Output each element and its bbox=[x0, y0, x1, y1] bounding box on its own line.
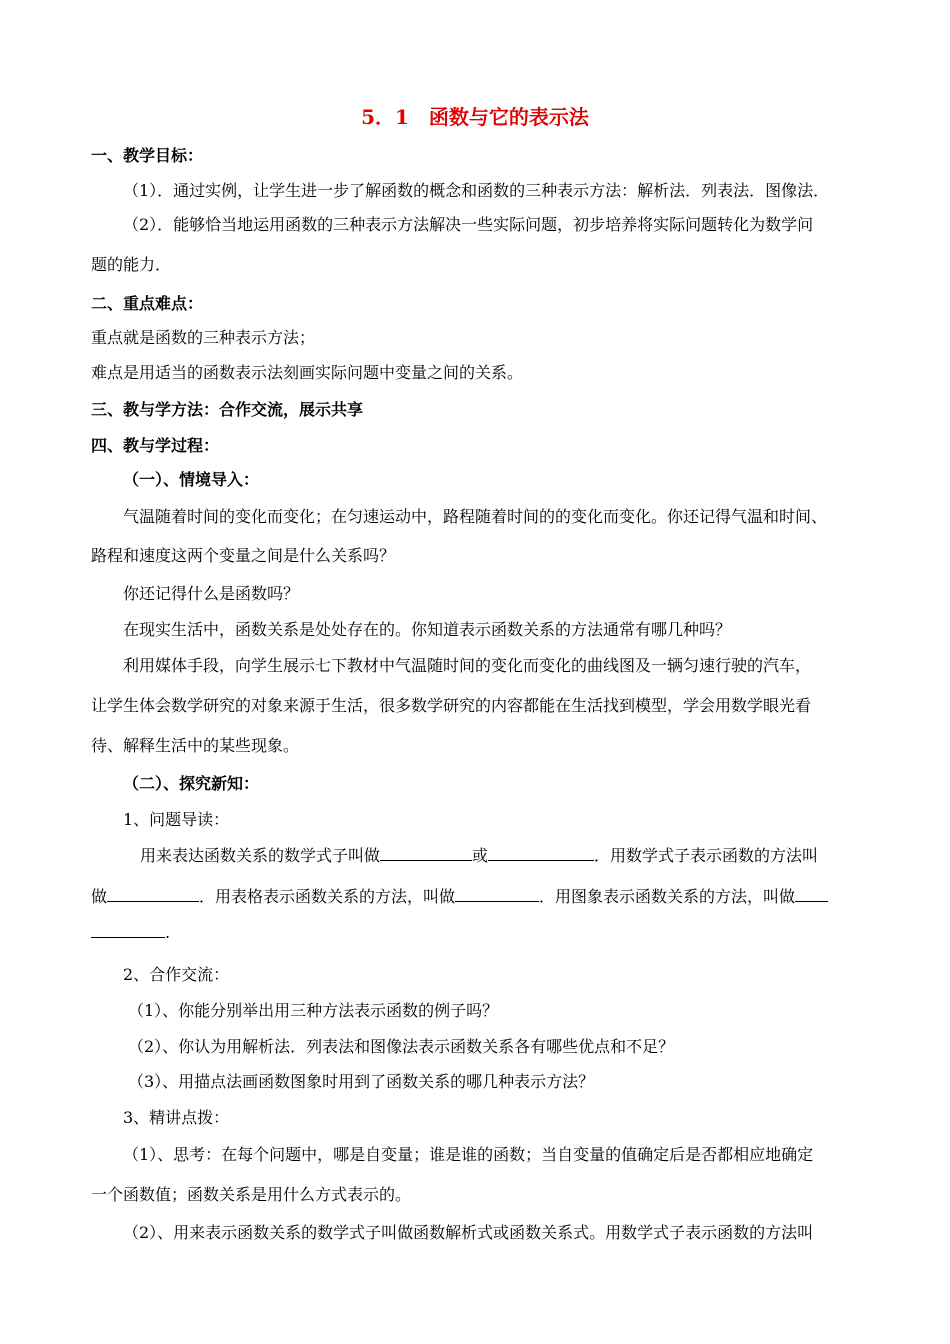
page-title: 5．1 函数与它的表示法 bbox=[361, 105, 589, 129]
fill-blank-line-3 bbox=[91, 923, 950, 942]
section-heading-process: 四、教与学过程： bbox=[91, 436, 220, 455]
answer-blank-5a[interactable] bbox=[795, 887, 828, 902]
media-paragraph-line-3: 待、解释生活中的某些现象。 bbox=[91, 736, 300, 755]
answer-blank-2[interactable] bbox=[488, 846, 594, 861]
keypoint-text: 重点就是函数的三种表示方法； bbox=[91, 328, 316, 347]
fill-text-5: ．用图象表示函数关系的方法，叫做 bbox=[539, 887, 796, 906]
subheading-explore: （二）、探究新知： bbox=[123, 774, 260, 793]
fill-text-2: ．用数学式子表示函数的方法叫 bbox=[594, 846, 819, 865]
intro-question-function: 你还记得什么是函数吗？ bbox=[123, 584, 300, 603]
goal-2-line-2: 题的能力． bbox=[91, 255, 172, 274]
section-heading-keypoints: 二、重点难点： bbox=[91, 294, 204, 313]
cooperate-heading: 2、合作交流： bbox=[123, 965, 230, 984]
media-paragraph-line-1: 利用媒体手段，向学生展示七下教材中气温随时间的变化而变化的曲线图及一辆匀速行驶的汽车， bbox=[123, 656, 812, 675]
cooperate-question-3: （3）、用描点法画函数图象时用到了函数关系的哪几种表示方法？ bbox=[128, 1072, 595, 1091]
intro-question-methods: 在现实生活中，函数关系是处处存在的。你知道表示函数关系的方法通常有哪几种吗？ bbox=[123, 620, 732, 639]
explain-heading: 3、精讲点拨： bbox=[123, 1108, 230, 1127]
cooperate-question-1: （1）、你能分别举出用三种方法表示函数的例子吗？ bbox=[128, 1001, 499, 1020]
explain-point-1-line-2: 一个函数值；函数关系是用什么方式表示的。 bbox=[91, 1185, 412, 1204]
fill-text-end: . bbox=[165, 923, 171, 942]
question-guide-heading: 1、问题导读： bbox=[123, 810, 230, 829]
intro-paragraph-line-2: 路程和速度这两个变量之间是什么关系吗？ bbox=[91, 546, 396, 565]
subheading-intro: （一）、情境导入： bbox=[123, 470, 260, 489]
answer-blank-4[interactable] bbox=[455, 887, 539, 902]
goal-1: （1）．通过实例，让学生进一步了解函数的概念和函数的三种表示方法：解析法．列表法．图像法． bbox=[123, 181, 830, 200]
media-paragraph-line-2: 让学生体会数学研究的对象来源于生活，很多数学研究的内容都能在生活找到模型，学会用数学眼光看 bbox=[91, 696, 812, 715]
explain-point-2-line-1: （2）、用来表示函数关系的数学式子叫做函数解析式或函数关系式。用数学式子表示函数的方法叫 bbox=[123, 1223, 814, 1242]
fill-text-4: ．用表格表示函数关系的方法，叫做 bbox=[199, 887, 456, 906]
goal-2-line-1: （2）．能够恰当地运用函数的三种表示方法解决一些实际问题，初步培养将实际问题转化为数学问 bbox=[123, 215, 814, 234]
cooperate-question-2: （2）、你认为用解析法．列表法和图像法表示函数关系各有哪些优点和不足？ bbox=[128, 1037, 675, 1056]
fill-text-3: 做 bbox=[91, 887, 108, 906]
fill-text-or: 或 bbox=[472, 846, 489, 865]
explain-point-1-line-1: （1）、思考：在每个问题中，哪是自变量；谁是谁的函数；当自变量的值确定后是否都相应地确定 bbox=[123, 1145, 814, 1164]
fill-text-1: 用来表达函数关系的数学式子叫做 bbox=[140, 846, 381, 865]
fill-blank-line-2 bbox=[91, 884, 950, 907]
fill-blank-line-1 bbox=[140, 843, 950, 866]
answer-blank-1[interactable] bbox=[380, 846, 472, 861]
section-heading-methods: 三、教与学方法：合作交流，展示共享 bbox=[91, 400, 364, 419]
answer-blank-5b[interactable] bbox=[91, 923, 165, 938]
difficulty-text: 难点是用适当的函数表示法刻画实际问题中变量之间的关系。 bbox=[91, 363, 524, 382]
section-heading-goals: 一、教学目标： bbox=[91, 146, 204, 165]
answer-blank-3[interactable] bbox=[107, 887, 199, 902]
intro-paragraph-line-1: 气温随着时间的变化而变化；在匀速运动中，路程随着时间的的变化而变化。你还记得气温和时间、 bbox=[123, 507, 828, 526]
